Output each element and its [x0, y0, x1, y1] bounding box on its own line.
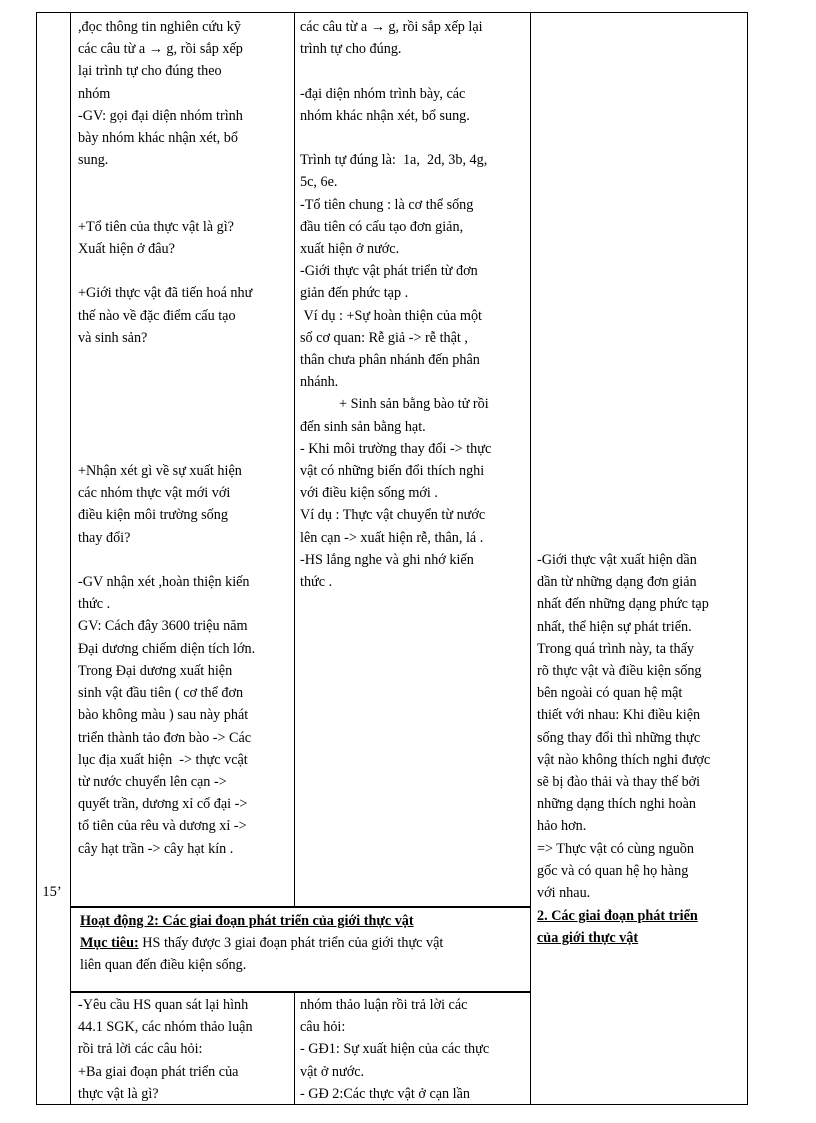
time-value: 15’ — [42, 884, 62, 900]
student-text-line: giản đến phức tạp . — [300, 285, 409, 302]
teacher-text-line: lại trình tự cho đúng theo — [78, 63, 222, 80]
student-text-line: - Khi môi trường thay đổi -> thực — [300, 440, 492, 457]
teacher-text-line: bào không màu ) sau này phát — [78, 707, 249, 724]
teacher-text-line: sung. — [78, 152, 109, 169]
content-text-line: với nhau. — [537, 885, 591, 902]
content-text-line: gốc và có quan hệ họ hàng — [537, 862, 689, 879]
student-text-line: -đại diện nhóm trình bày, các — [300, 85, 466, 102]
content-text-line: nhất đến những dạng phức tạp — [537, 596, 709, 613]
content-text-line: sống thay đổi thì những thực — [537, 729, 701, 746]
objective-label: Mục tiêu: — [80, 935, 139, 952]
teacher-text-line: -GV: gọi đại diện nhóm trình — [78, 107, 243, 124]
column-divider-teacher — [294, 12, 295, 908]
content-text-line: Trong quá trình này, ta thấy — [537, 640, 694, 657]
content-text-line: hảo hơn. — [537, 818, 587, 835]
student-text-line: với điều kiện sống mới . — [300, 485, 438, 502]
teacher-text-line: sinh vật đầu tiên ( cơ thể đơn — [78, 685, 244, 702]
teacher-text-line — [78, 260, 290, 282]
teacher-text-line: tổ tiên của rêu và dương xỉ -> — [78, 818, 247, 835]
student-activity-cell — [300, 16, 528, 593]
table-border-left — [36, 12, 37, 1105]
teacher-text-line: lục địa xuất hiện -> thực vcật — [78, 751, 248, 768]
section-2-heading-line: 2. Các giai đoạn phát triển — [537, 908, 698, 924]
teacher-text-line: GV: Cách đây 3600 triệu năm — [78, 618, 248, 635]
teacher-text-line — [78, 371, 290, 393]
content-text-line: dần từ những dạng đơn giản — [537, 574, 697, 591]
teacher-text-line: ,đọc thông tin nghiên cứu kỹ — [78, 19, 241, 35]
teacher-text-line: +Tổ tiên của thực vật là gì? — [78, 218, 234, 235]
student-text-line: vật có những biến đổi thích nghi — [300, 463, 485, 480]
teacher-text-line: -GV nhận xét ,hoàn thiện kiến — [78, 574, 250, 591]
teacher-text-line: triển thành tảo đơn bào -> Các — [78, 729, 252, 746]
activity-box-bottom — [70, 991, 531, 993]
activity-2-header — [80, 910, 526, 977]
activity-2-title: Hoạt động 2: Các giai đoạn phát triển của giới thực vật — [80, 913, 414, 929]
student-text-line: lên cạn -> xuất hiện rễ, thân, lá . — [300, 529, 484, 546]
teacher-text-line — [78, 438, 290, 460]
teacher-text-line — [78, 416, 290, 438]
student-text-line: các câu từ a → g, rồi sắp xếp lại — [300, 19, 483, 35]
student-text-line: -Giới thực vật phát triển từ đơn — [300, 263, 478, 280]
student-text-line: nhóm khác nhận xét, bổ sung. — [300, 107, 470, 124]
content-text-line: những dạng thích nghi hoàn — [537, 796, 696, 813]
teacher-text-line: rồi trả lời các câu hỏi: — [78, 1041, 203, 1058]
student-text-line: nhánh. — [300, 374, 339, 391]
teacher-text-line: -Yêu cầu HS quan sát lại hình — [78, 997, 249, 1013]
teacher-text-line: và sinh sản? — [78, 329, 148, 346]
student-text-line: số cơ quan: Rễ giả -> rễ thật , — [300, 329, 468, 346]
teacher-text-line: nhóm — [78, 85, 111, 102]
teacher-activity-cell — [78, 16, 290, 860]
student-text-line: Ví dụ : +Sự hoàn thiện của một — [300, 307, 482, 324]
table-border-top — [36, 12, 748, 13]
teacher-text-line: thế nào về đặc điểm cấu tạo — [78, 307, 236, 324]
column-divider-teacher-lower — [294, 992, 295, 1105]
teacher-text-line — [78, 393, 290, 415]
student-text-line — [300, 60, 528, 82]
student-text-line: câu hỏi: — [300, 1019, 346, 1036]
student-text-line: -HS lắng nghe và ghi nhớ kiến — [300, 551, 474, 568]
teacher-text-line: Đại dương chiếm diện tích lớn. — [78, 640, 256, 657]
student-text-line — [300, 127, 528, 149]
teacher-text-line: Xuất hiện ở đâu? — [78, 241, 175, 258]
teacher-text-line — [78, 194, 290, 216]
student-text-line: đầu tiên có cấu tạo đơn giản, — [300, 218, 464, 235]
content-text-line: sẽ bị đào thải và thay thế bởi — [537, 774, 701, 791]
student-text-line: đến sinh sản bằng hạt. — [300, 418, 426, 435]
teacher-text-line: các nhóm thực vật mới với — [78, 485, 231, 502]
teacher-text-line — [78, 349, 290, 371]
student-text-line: - GĐ 2:Các thực vật ở cạn lần — [300, 1085, 471, 1102]
teacher-text-line — [78, 171, 290, 193]
teacher-text-line: điều kiện môi trường sống — [78, 507, 228, 524]
section-2-heading-line: của giới thực vật — [537, 930, 639, 947]
column-divider-time — [70, 12, 71, 1105]
teacher-text-line: +Giới thực vật đã tiến hoá như — [78, 285, 253, 302]
teacher-text-line: Trong Đại dương xuất hiện — [78, 662, 233, 679]
content-text-line: nhất, thể hiện sự phát triển. — [537, 618, 692, 635]
student-text-line: + Sinh sản bằng bào tử rồi — [300, 396, 489, 413]
content-text-line: => Thực vật có cùng nguồn — [537, 840, 694, 857]
teacher-text-line: +Ba giai đoạn phát triển của — [78, 1063, 239, 1080]
content-text-line: thiết với nhau: Khi điều kiện — [537, 707, 701, 724]
student-text-line: vật ở nước. — [300, 1063, 365, 1080]
student-text-line: Ví dụ : Thực vật chuyển từ nước — [300, 507, 486, 524]
content-text-line: -Giới thực vật xuất hiện dần — [537, 552, 697, 568]
teacher-text-line: bày nhóm khác nhận xét, bổ — [78, 130, 238, 147]
objective-text: HS thấy được 3 giai đoạn phát triển của giới thực vật — [138, 935, 444, 952]
teacher-text-line: các câu từ a → g, rồi sắp xếp — [78, 41, 243, 58]
student-text-line: thân chưa phân nhánh đến phân — [300, 352, 480, 369]
student-text-line: 5c, 6e. — [300, 174, 338, 191]
content-text-line: bên ngoài có quan hệ mật — [537, 685, 683, 702]
teacher-text-line: quyết trần, dương xỉ cổ đại -> — [78, 796, 248, 813]
teacher-text-line: cây hạt trần -> cây hạt kín . — [78, 840, 234, 857]
student-text-line: Trình tự đúng là: 1a, 2d, 3b, 4g, — [300, 152, 488, 169]
student-text-line: - GĐ1: Sự xuất hiện của các thực — [300, 1041, 490, 1058]
student-text-line: nhóm thảo luận rồi trả lời các — [300, 997, 468, 1013]
objective-text-continued: liên quan đến điều kiện sống. — [80, 957, 247, 974]
teacher-activity-cell-2 — [78, 994, 290, 1105]
student-text-line: trình tự cho đúng. — [300, 41, 402, 58]
content-text-line: vật nào không thích nghi được — [537, 751, 711, 768]
teacher-text-line: thức . — [78, 596, 111, 613]
teacher-text-line: 44.1 SGK, các nhóm thảo luận — [78, 1019, 253, 1036]
activity-box-top — [70, 906, 531, 908]
student-text-line: thức . — [300, 574, 333, 591]
student-activity-cell-2 — [300, 994, 528, 1105]
section-2-heading — [537, 905, 745, 949]
content-cell — [537, 549, 745, 904]
teacher-text-line — [78, 549, 290, 571]
teacher-text-line: từ nước chuyển lên cạn -> — [78, 773, 227, 790]
table-border-right — [747, 12, 748, 1105]
teacher-text-line: +Nhận xét gì về sự xuất hiện — [78, 463, 242, 480]
teacher-text-line: thay đổi? — [78, 529, 131, 546]
teacher-text-line: thực vật là gì? — [78, 1085, 159, 1102]
student-text-line: xuất hiện ở nước. — [300, 241, 400, 258]
column-divider-student — [530, 12, 531, 1105]
content-text-line: rõ thực vật và điều kiện sống — [537, 663, 702, 680]
student-text-line: -Tổ tiên chung : là cơ thể sống — [300, 196, 474, 213]
